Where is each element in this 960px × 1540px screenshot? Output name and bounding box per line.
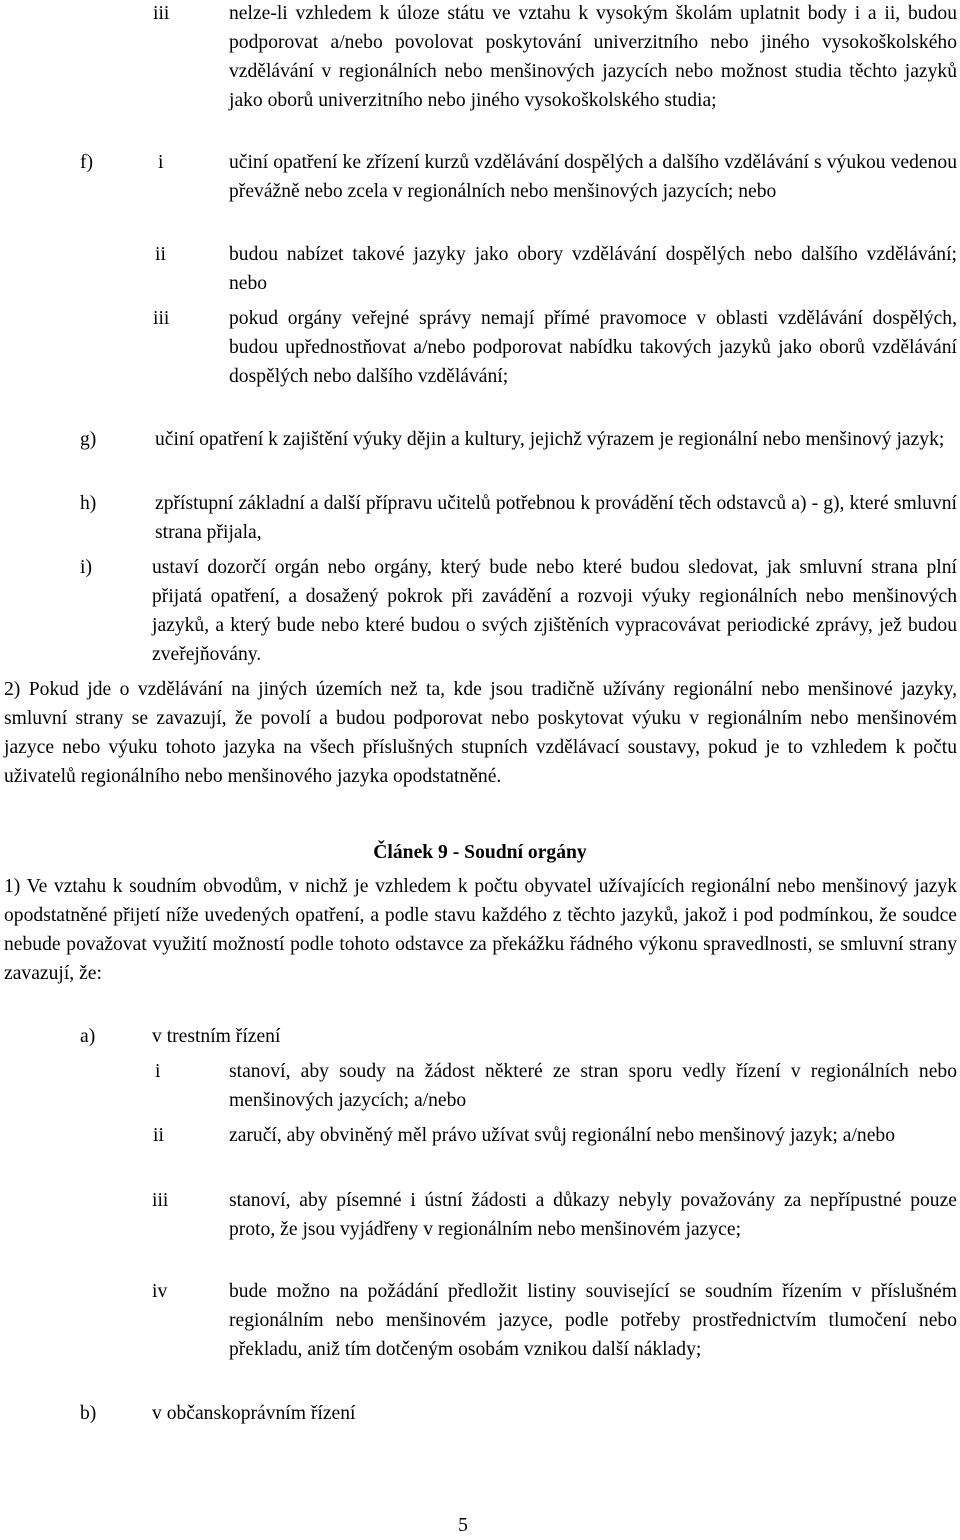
a-label-i: i [155,1061,161,1082]
item-text-h: zpřístupní základní a další přípravu učitelů potřebnou k provádění těch odstavců a) - g), které smluvní strana přijala, [155,493,957,543]
item-label-g: g) [80,429,97,450]
item-label-h: h) [80,493,97,514]
item-text-i: ustaví dozorčí orgán nebo orgány, který bude nebo které budou sledovat, jak smluvní strana plní přijatá opatření, a dosažený pokrok při zavádění a rozvoji výuky regionálních nebo menšinových jazyků, a který bude nebo které budou o svých zjištěních vypracovávat periodické zprávy, jež budou zveřejňovány. [152,557,957,665]
a-text-ii: zaručí, aby obviněný měl právo užívat svůj regionální nebo menšinový jazyk; a/nebo [229,1125,895,1146]
a-label-iii: iii [152,1190,169,1211]
item-label-b: b) [80,1403,97,1424]
a-text-iii: stanoví, aby písemné i ústní žádosti a důkazy nebyly považovány za nepřípustné pouze proto, že jsou vyjádřeny v regionálním nebo menšinovém jazyce; [229,1190,957,1240]
paragraph-2: 2) Pokud jde o vzdělávání na jiných územích než ta, kde jsou tradičně užívány regionální nebo menšinové jazyky, smluvní strany se zavazují, že povolí a budou podporovat nebo poskytovat výuku v regionálním nebo menšinovém jazyce nebo výuku tohoto jazyka na všech příslušných stupních vzdělávací soustavy, pokud je to vzhledem k počtu uživatelů regionálního nebo menšinového jazyka opodstatněné. [4,679,957,787]
a-text-i: stanoví, aby soudy na žádost některé ze stran sporu vedly řízení v regionálních nebo menšinových jazycích; a/nebo [229,1061,957,1111]
page-number: 5 [458,1515,468,1536]
a-label-iv: iv [152,1281,168,1302]
item-text-g: učiní opatření k zajištění výuky dějin a kultury, jejichž výrazem je regionální nebo menšinový jazyk; [155,429,945,450]
item-text-ii: budou nabízet takové jazyky jako obory vzdělávání dospělých nebo dalšího vzdělávání; nebo [229,244,957,294]
item-label-iii: iii [153,3,170,24]
item-text-b: v občanskoprávním řízení [152,1403,356,1424]
item-label-f: f) [80,152,94,173]
item-text-iii-2: pokud orgány veřejné správy nemají přímé pravomoce v oblasti vzdělávání dospělých, budou upřednostňovat a/nebo podporovat nabídku takových jazyků jako oborů vzdělávání dospělých nebo dalšího vzdělávání; [229,308,957,387]
item-text-a: v trestním řízení [152,1026,281,1047]
a-label-ii: ii [153,1125,164,1146]
article-paragraph-1: 1) Ve vztahu k soudním obvodům, v nichž je vzhledem k počtu obyvatel užívajících regionální nebo menšinový jazyk opodstatněné přijetí níže uvedených opatření, a podle stavu každého z těchto jazyků, jakož i pod podmínkou, že soudce nebude považovat využití možností podle tohoto odstavce za překážku řádného výkonu spravedlnosti, se smluvní strany zavazují, že: [4,876,957,984]
item-label-iii-2: iii [153,308,170,329]
item-text-f-i: učiní opatření ke zřízení kurzů vzdělávání dospělých a dalšího vzdělávání s výukou vedenou převážně nebo zcela v regionálních nebo menšinových jazycích; nebo [229,152,957,202]
item-label-ii: ii [155,244,166,265]
item-label-a: a) [80,1026,96,1047]
item-label-i: i) [80,557,92,578]
article-title: Článek 9 - Soudní orgány [373,842,587,863]
a-text-iv: bude možno na požádání předložit listiny související se soudním řízením v příslušném regionálním nebo menšinovém jazyce, podle potřeby prostřednictvím tlumočení nebo překladu, aniž tím dotčeným osobám vznikou další náklady; [229,1281,957,1360]
item-text-iii: nelze-li vzhledem k úloze státu ve vztahu k vysokým školám uplatnit body i a ii, budou podporovat a/nebo povolovat poskytování univerzitního nebo jiného vysokoškolského vzdělávání v regionálních nebo menšinových jazycích nebo možnost studia těchto jazyků jako oborů univerzitního nebo jiného vysokoškolského studia; [229,3,957,111]
item-sublabel-i: i [158,152,164,173]
